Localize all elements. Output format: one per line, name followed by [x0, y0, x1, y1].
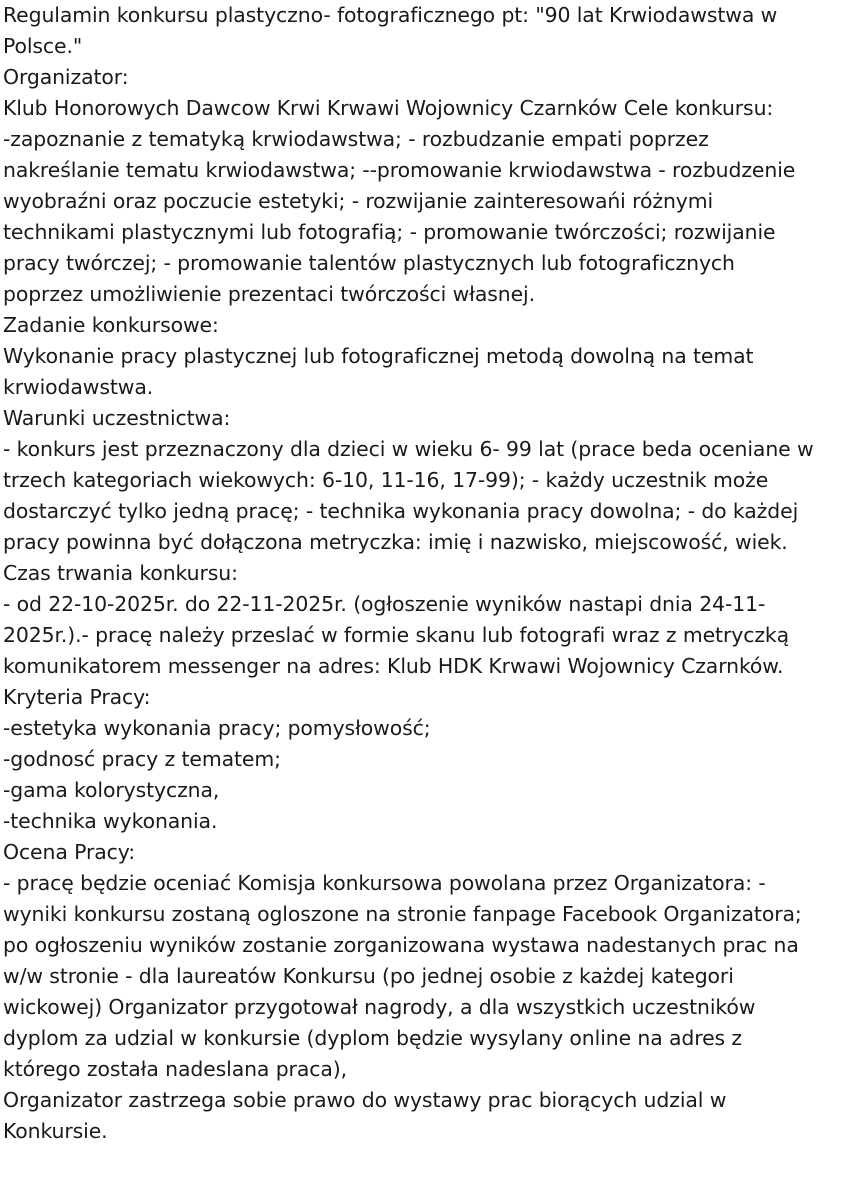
text-line: komunikatorem messenger na adres: Klub HDK Krwawi Wojownicy Czarnków. — [3, 654, 784, 678]
text-line: pracy powinna być dołączona metryczka: imię i nazwisko, miejscowość, wiek. — [3, 530, 788, 554]
text-line: technikami plastycznymi lub fotografią; - promowanie twórczości; rozwijanie — [3, 220, 776, 244]
text-line: pracy twórczej; - promowanie talentów plastycznych lub fotograficznych — [3, 251, 735, 275]
text-line: -zapoznanie z tematyką krwiodawstwa; - rozbudzanie empati poprzez — [3, 127, 709, 151]
text-line: -technika wykonania. — [3, 809, 218, 833]
text-line: Polsce." — [3, 34, 83, 58]
text-line: w/w stronie - dla laureatów Konkursu (po jednej osobie z każdej kategori — [3, 964, 734, 988]
text-line: trzech kategoriach wiekowych: 6-10, 11-16, 17-99); - każdy uczestnik może — [3, 468, 769, 492]
text-line: - pracę będzie oceniać Komisja konkursowa powolana przez Organizatora: - — [3, 871, 766, 895]
text-line: Wykonanie pracy plastycznej lub fotograficznej metodą dowolną na temat — [3, 344, 754, 368]
text-line: nakreślanie tematu krwiodawstwa; --promowanie krwiodawstwa - rozbudzenie — [3, 158, 796, 182]
text-line: 2025r.).- pracę należy przeslać w formie skanu lub fotografi wraz z metryczką — [3, 623, 790, 647]
text-line: -estetyka wykonania pracy; pomysłowość; — [3, 716, 431, 740]
text-line: Kryteria Pracy: — [3, 685, 151, 709]
text-line: Ocena Pracy: — [3, 840, 135, 864]
text-line: Warunki uczestnictwa: — [3, 406, 231, 430]
text-line: Organizator zastrzega sobie prawo do wystawy prac biorących udzial w — [3, 1088, 727, 1112]
document-body — [3, 0, 838, 1147]
text-line: wyniki konkursu zostaną ogloszone na stronie fanpage Facebook Organizatora; — [3, 902, 802, 926]
text-line: Konkursie. — [3, 1119, 108, 1143]
text-line: wyobraźni oraz poczucie estetyki; - rozwijanie zainteresowańi różnymi — [3, 189, 714, 213]
text-line: -gama kolorystyczna, — [3, 778, 220, 802]
text-line: którego została nadeslana praca), — [3, 1057, 347, 1081]
text-line: dyplom za udzial w konkursie (dyplom będzie wysylany online na adres z — [3, 1026, 743, 1050]
text-line: wickowej) Organizator przygotował nagrody, a dla wszystkich uczestników — [3, 995, 756, 1019]
text-line: dostarczyć tylko jedną pracę; - technika wykonania pracy dowolna; - do każdej — [3, 499, 799, 523]
text-line: Klub Honorowych Dawcow Krwi Krwawi Wojownicy Czarnków Cele konkursu: — [3, 96, 774, 120]
text-line: poprzez umożliwienie prezentaci twórczości własnej. — [3, 282, 535, 306]
text-line: - od 22-10-2025r. do 22-11-2025r. (ogłoszenie wyników nastapi dnia 24-11- — [3, 592, 766, 616]
text-line: Czas trwania konkursu: — [3, 561, 238, 585]
text-line: po ogłoszeniu wyników zostanie zorganizowana wystawa nadestanych prac na — [3, 933, 799, 957]
text-line: Organizator: — [3, 65, 129, 89]
text-line: - konkurs jest przeznaczony dla dzieci w wieku 6- 99 lat (prace beda oceniane w — [3, 437, 814, 461]
text-line: -godnosć pracy z tematem; — [3, 747, 281, 771]
text-line: krwiodawstwa. — [3, 375, 154, 399]
text-line: Regulamin konkursu plastyczno- fotograficznego pt: "90 lat Krwiodawstwa w — [3, 3, 778, 27]
text-line: Zadanie konkursowe: — [3, 313, 219, 337]
